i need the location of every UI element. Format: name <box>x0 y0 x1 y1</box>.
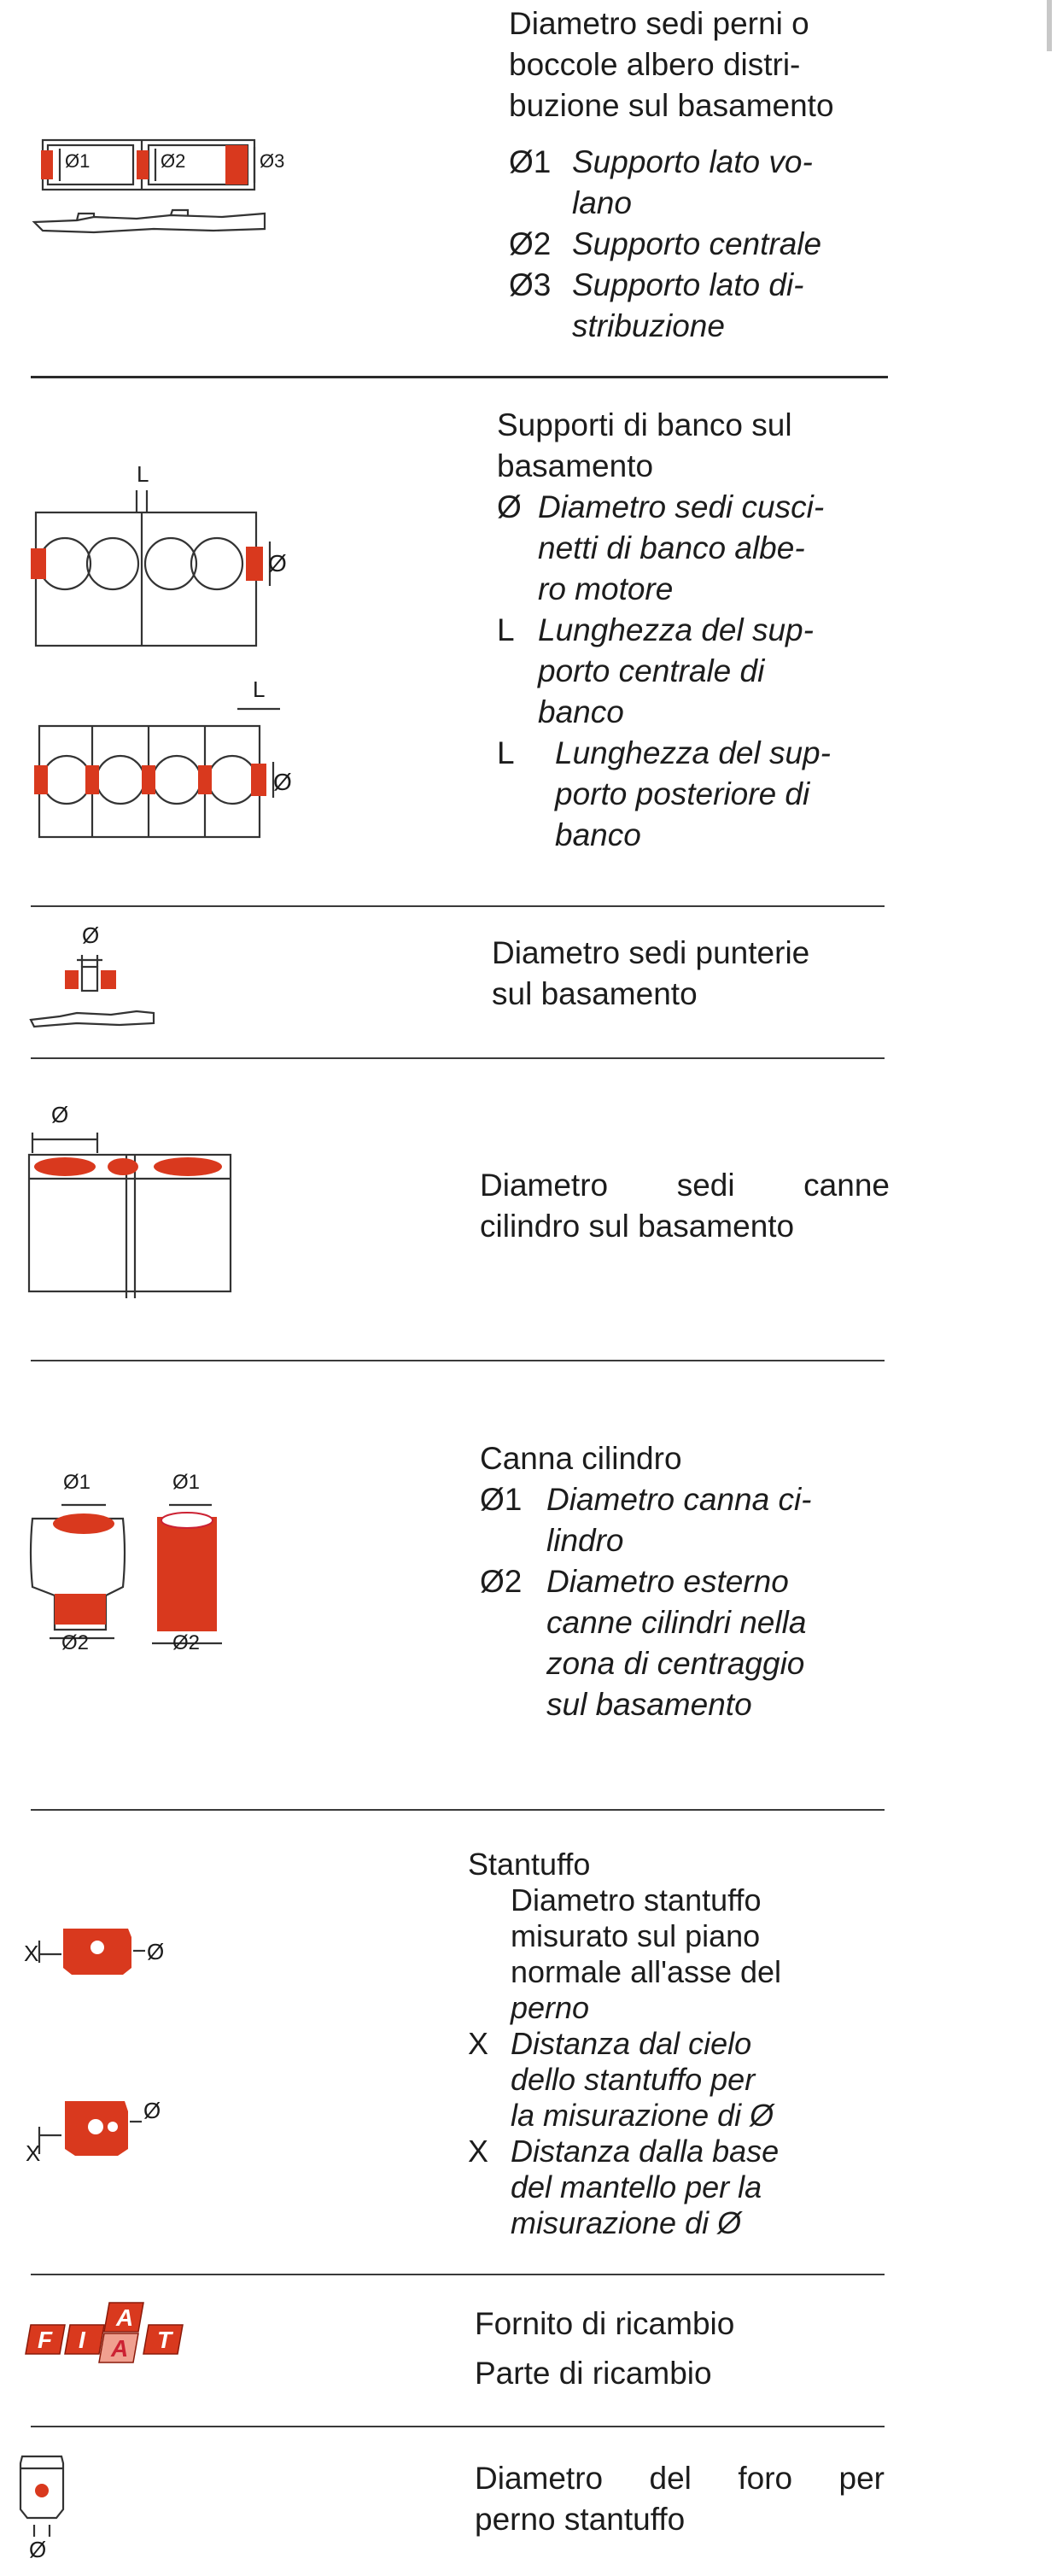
length-label: L <box>137 461 149 487</box>
logo-letter: I <box>79 2327 85 2353</box>
diameter-label: Ø <box>143 2098 161 2123</box>
piston-diagram <box>17 1903 205 2193</box>
section-divider <box>31 1057 885 1059</box>
diameter-label: Ø <box>147 1939 165 1964</box>
section-divider <box>31 1809 885 1811</box>
diameter-label-1: Ø1 <box>172 1471 201 1494</box>
section-title-line: Diametro sedi perni o <box>509 6 809 41</box>
legend-symbol: X <box>468 2134 489 2169</box>
legend-text: Lunghezza del sup- <box>538 612 814 647</box>
section-title-line: basamento <box>497 448 654 483</box>
diameter-label-1: Ø1 <box>65 150 91 172</box>
main-bearing-diagram <box>24 453 314 854</box>
legend-text: stribuzione <box>572 308 725 343</box>
section-title-line: cilindro sul basamento <box>480 1209 795 1244</box>
legend-text: Diametro esterno <box>546 1564 789 1599</box>
section-tappet-bores <box>492 933 893 1015</box>
section-title-line: Diametro sedi punterie <box>492 935 810 970</box>
spare-line: Parte di ricambio <box>475 2356 712 2391</box>
tappet-bore-diagram <box>26 922 196 1033</box>
distance-label: X <box>24 1941 39 1966</box>
section-title-line: perno stantuffo <box>475 2502 686 2537</box>
legend-text: normale all'asse del <box>511 1954 782 1989</box>
legend-text: misurazione di Ø <box>511 2205 742 2240</box>
page-edge-mark <box>1047 0 1052 51</box>
section-divider <box>31 376 888 378</box>
legend-item <box>480 1561 890 1725</box>
diameter-label-2: Ø2 <box>161 150 186 172</box>
section-divider <box>31 905 885 907</box>
legend-text: lindro <box>546 1523 624 1558</box>
section-title-line: Diametro sedi canne <box>480 1168 890 1203</box>
section-spare-parts <box>475 2299 876 2398</box>
legend-item <box>497 610 898 733</box>
legend-symbol: L <box>497 735 515 770</box>
legend-text: Distanza dalla base <box>511 2134 780 2169</box>
legend-text: sul basamento <box>546 1687 752 1722</box>
logo-letter: A <box>116 2304 134 2331</box>
legend-text: dello stantuffo per <box>511 2062 756 2097</box>
distance-label: X <box>26 2140 41 2166</box>
diameter-label: Ø <box>268 550 287 577</box>
diameter-label-2: Ø2 <box>61 1631 90 1654</box>
legend-text: zona di centraggio <box>546 1646 805 1681</box>
legend-text: misurato sul piano <box>511 1918 761 1953</box>
piston-pin-bore-diagram <box>14 2443 116 2571</box>
legend-text: Distanza dal cielo <box>511 2026 752 2061</box>
spare-line: Fornito di ricambio <box>475 2306 735 2341</box>
legend-symbol: Ø <box>497 489 522 524</box>
legend-symbol: Ø3 <box>509 267 552 302</box>
fiat-logo <box>22 2298 193 2392</box>
legend-text: lano <box>572 185 632 220</box>
legend-item <box>468 2026 869 2134</box>
section-camshaft-bores <box>509 3 895 347</box>
legend-symbol: Ø2 <box>509 226 552 261</box>
section-title-line: Supporti di banco sul <box>497 407 792 442</box>
legend-text: Supporto lato di- <box>572 267 804 302</box>
section-title-line: Stantuffo <box>468 1847 591 1882</box>
section-cylinder-bores <box>480 1165 890 1247</box>
section-divider <box>31 2426 885 2427</box>
diameter-label: Ø <box>29 2537 47 2562</box>
legend-text: porto posteriore di <box>555 776 810 811</box>
legend-text: porto centrale di <box>538 653 765 688</box>
legend-text: banco <box>555 817 641 852</box>
section-divider <box>31 1360 885 1361</box>
legend-text: Diametro sedi cusci- <box>538 489 825 524</box>
legend-text: canne cilindri nella <box>546 1605 807 1640</box>
logo-letter: F <box>38 2327 53 2353</box>
section-title-line: Canna cilindro <box>480 1441 682 1476</box>
legend-item <box>468 2134 869 2241</box>
legend-item <box>509 265 895 347</box>
legend-text: Supporto lato vo- <box>572 144 813 179</box>
legend-text: banco <box>538 694 624 729</box>
length-label: L <box>253 676 266 702</box>
legend-text: Supporto centrale <box>572 226 822 261</box>
logo-letter: A <box>111 2335 129 2362</box>
legend-text: la misurazione di Ø <box>511 2098 774 2133</box>
section-piston <box>468 1847 869 2241</box>
diameter-label-1: Ø1 <box>63 1471 91 1494</box>
camshaft-bore-diagram <box>26 128 367 256</box>
diameter-label-3: Ø3 <box>260 150 285 172</box>
legend-text: netti di banco albe- <box>538 530 805 565</box>
section-cylinder-liner <box>480 1438 890 1725</box>
legend-item <box>480 1479 890 1561</box>
legend-item <box>509 224 895 265</box>
section-title-line: boccole albero distri- <box>509 47 801 82</box>
logo-letter: T <box>157 2327 172 2353</box>
diameter-label-2: Ø2 <box>172 1631 201 1654</box>
diameter-label: Ø <box>51 1102 69 1127</box>
section-title-line: buzione sul basamento <box>509 88 834 123</box>
section-title-line: sul basamento <box>492 976 698 1011</box>
cylinder-liner-diagram <box>20 1467 242 1655</box>
diameter-label: Ø <box>273 769 292 795</box>
legend-text: Diametro canna ci- <box>546 1482 812 1517</box>
legend-text: perno <box>511 1990 590 2025</box>
legend-text: ro motore <box>538 571 674 606</box>
legend-symbol: X <box>468 2026 489 2061</box>
legend-symbol: Ø1 <box>480 1482 523 1517</box>
legend-text: Diametro stantuffo <box>511 1882 762 1917</box>
legend-symbol: L <box>497 612 515 647</box>
legend-text: Lunghezza del sup- <box>555 735 831 770</box>
section-title-line: Diametro del foro per <box>475 2461 885 2496</box>
legend-symbol: Ø1 <box>509 144 552 179</box>
section-main-bearings <box>497 405 898 856</box>
legend-symbol: Ø2 <box>480 1564 523 1599</box>
legend-item <box>497 733 898 856</box>
section-pin-bore <box>475 2458 885 2540</box>
diameter-label: Ø <box>82 922 100 948</box>
legend-text: del mantello per la <box>511 2169 762 2204</box>
legend-item <box>509 142 895 224</box>
section-divider <box>31 2274 885 2275</box>
cylinder-bore-diagram <box>20 1102 242 1307</box>
legend-item <box>497 487 898 610</box>
